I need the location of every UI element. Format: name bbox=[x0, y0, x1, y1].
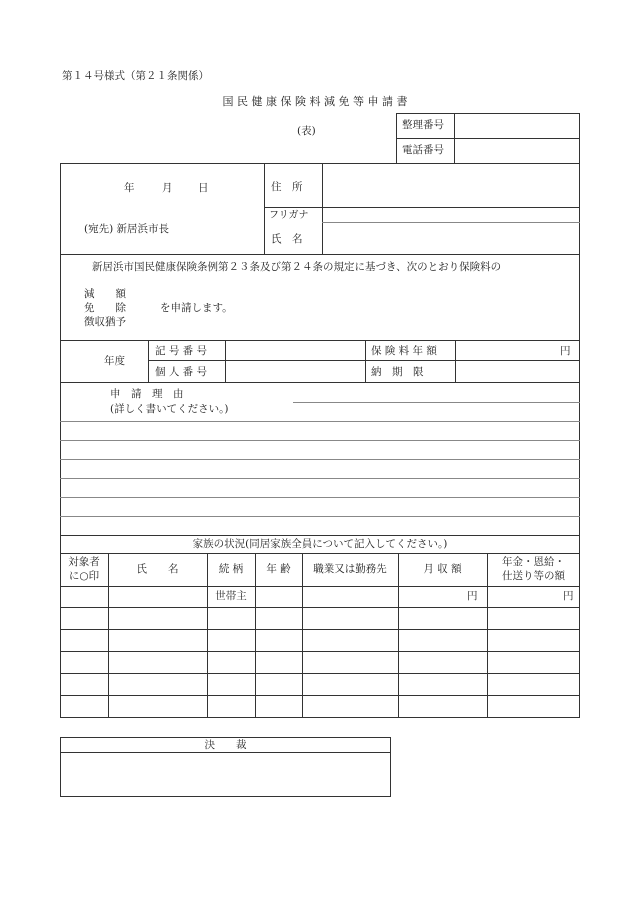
request-sentence: 新居浜市国民健康保険条例第２３条及び第２４条の規定に基づき、次のとおり保険料の bbox=[92, 261, 502, 273]
col-target-line2: に○印 bbox=[68, 570, 100, 582]
col-occupation: 職業又は勤務先 bbox=[313, 563, 387, 575]
reason-note: (詳しく書いてください。) bbox=[110, 403, 229, 415]
name-field[interactable] bbox=[323, 223, 579, 254]
form-title: 国 民 健 康 保 険 料 減 免 等 申 請 書 bbox=[222, 95, 408, 108]
furigana-label: フリガナ bbox=[269, 210, 309, 221]
col-relation: 続 柄 bbox=[218, 563, 244, 575]
head-of-household: 世帯主 bbox=[215, 590, 247, 602]
reason-field[interactable] bbox=[61, 403, 579, 535]
option-reduction: 減 額 bbox=[84, 288, 126, 300]
phone-number-label: 電話番号 bbox=[402, 144, 444, 156]
form-number: 第１４号様式（第２１条関係） bbox=[62, 70, 209, 82]
addressee: (宛先) 新居浜市長 bbox=[84, 223, 170, 235]
annual-premium-field[interactable] bbox=[456, 341, 556, 360]
symbol-number-field[interactable] bbox=[226, 341, 364, 360]
pension-unit: 円 bbox=[563, 590, 574, 602]
registration-number-label: 整理番号 bbox=[402, 119, 444, 131]
col-name: 氏 名 bbox=[136, 563, 179, 575]
address-field[interactable] bbox=[323, 164, 579, 207]
date-year-label: 年 bbox=[124, 182, 135, 194]
annual-premium-unit: 円 bbox=[560, 345, 571, 357]
col-pension-line1: 年金・恩給・ bbox=[502, 556, 565, 568]
furigana-field[interactable] bbox=[323, 208, 579, 222]
registration-number-field[interactable] bbox=[455, 114, 579, 138]
phone-number-field[interactable] bbox=[455, 139, 579, 163]
date-month-label: 月 bbox=[162, 182, 173, 194]
name-label: 氏 名 bbox=[271, 233, 303, 245]
decision-field[interactable] bbox=[61, 753, 390, 796]
request-suffix: を申請します。 bbox=[160, 302, 233, 314]
col-age: 年 齢 bbox=[266, 563, 291, 575]
payment-due-label: 納 期 限 bbox=[371, 366, 424, 378]
date-day-label: 日 bbox=[198, 182, 209, 194]
personal-number-field[interactable] bbox=[226, 361, 364, 382]
personal-number-label: 個 人 番 号 bbox=[155, 366, 208, 378]
option-deferral: 徴収猶予 bbox=[84, 316, 126, 328]
fiscal-year-label: 年度 bbox=[104, 355, 125, 367]
family-table-body[interactable] bbox=[61, 587, 579, 717]
reason-label: 申 請 理 由 bbox=[110, 388, 184, 400]
col-target-line1: 対象者 bbox=[68, 556, 100, 568]
monthly-income-unit: 円 bbox=[467, 590, 478, 602]
family-heading: 家族の状況(同居家族全員について記入してください。) bbox=[192, 538, 448, 550]
annual-premium-label: 保 険 料 年 額 bbox=[371, 345, 437, 357]
address-label: 住 所 bbox=[271, 181, 303, 193]
payment-due-field[interactable] bbox=[456, 361, 579, 382]
symbol-number-label: 記 号 番 号 bbox=[155, 345, 208, 357]
col-pension-line2: 仕送り等の額 bbox=[502, 570, 565, 582]
option-exemption: 免 除 bbox=[84, 302, 126, 314]
front-side-label: (表) bbox=[297, 125, 316, 137]
decision-label: 決 裁 bbox=[204, 739, 247, 751]
col-monthly-income: 月 収 額 bbox=[423, 563, 462, 575]
